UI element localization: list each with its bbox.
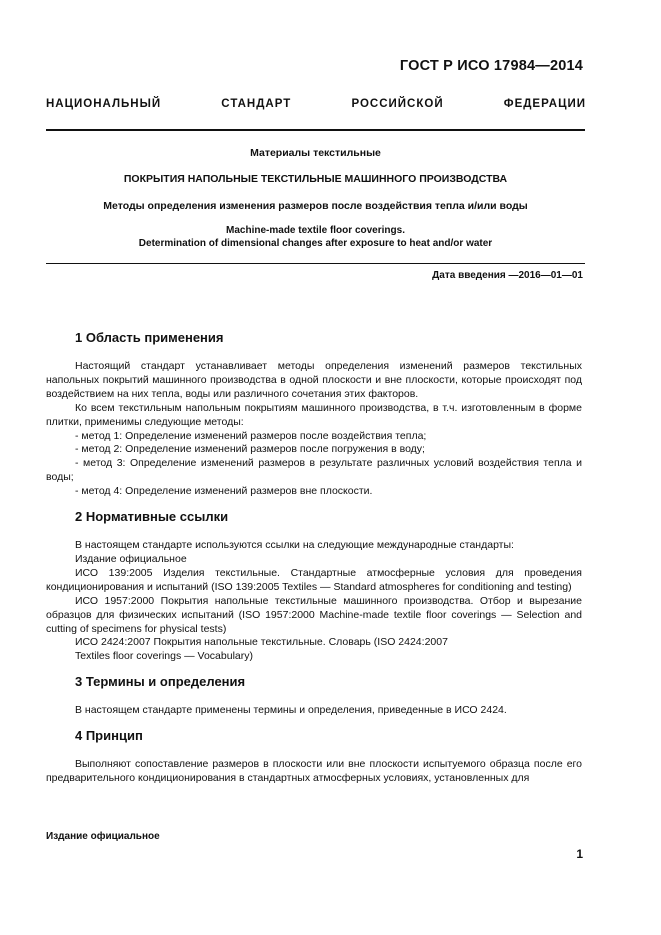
reference-item: ИСО 2424:2007 Покрытия напольные текстильные. Словарь (ISO 2424:2007 <box>75 636 448 649</box>
category-title: Материалы текстильные <box>250 147 381 159</box>
list-item: - метод 3: Определение изменений размеров в результате различных условий воздействия тепла и воды; <box>46 457 582 484</box>
paragraph: Настоящий стандарт устанавливает методы определения изменений размеров текстильных напольных покрытий машинного производства в одной плоскости и вне плоскости, которые происходят под воздействием на них тепла, воды или различного сочетания этих факторов. <box>46 360 582 400</box>
page-number: 1 <box>576 847 583 861</box>
section-heading-principle: 4 Принцип <box>75 728 143 744</box>
paragraph: В настоящем стандарте используются ссылки на следующие международные стандарты: <box>75 539 514 552</box>
list-item: - метод 1: Определение изменений размеров после воздействия тепла; <box>75 429 427 442</box>
english-title-line1: Machine-made textile floor coverings. <box>226 225 405 236</box>
english-title-line2: Determination of dimensional changes after exposure to heat and/or water <box>138 238 493 249</box>
list-item: - метод 2: Определение изменений размеров после погружения в воду; <box>75 443 425 456</box>
reference-item: ИСО 1957:2000 Покрытия напольные текстильные машинного производства. Отбор и вырезание образцов для физических испытаний (ISO 1957:2000 Machine-made textile floor coverings — Selection and cutting of specimens for physical tests) <box>46 594 582 635</box>
national-standard-banner: НАЦИОНАЛЬНЫЙ СТАНДАРТ РОССИЙСКОЙ ФЕДЕРАЦИИ <box>46 98 586 110</box>
title-rule <box>46 263 585 264</box>
list-item: - метод 4: Определение изменений размеров вне плоскости. <box>75 485 373 498</box>
section-heading-scope: 1 Область применения <box>75 330 224 345</box>
subtitle: Методы определения изменения размеров после воздействия тепла и/или воды <box>103 200 528 212</box>
document-body <box>46 330 582 786</box>
header-rule <box>46 129 585 131</box>
section-heading-normative-refs: 2 Нормативные ссылки <box>75 509 229 525</box>
reference-item-continuation: Textiles floor coverings — Vocabulary) <box>75 650 253 663</box>
paragraph: Издание официальное <box>75 552 187 565</box>
main-title: ПОКРЫТИЯ НАПОЛЬНЫЕ ТЕКСТИЛЬНЫЕ МАШИННОГО ПРОИЗВОДСТВА <box>123 173 508 185</box>
document-id: ГОСТ Р ИСО 17984—2014 <box>399 58 583 74</box>
section-heading-terms: 3 Термины и определения <box>75 674 246 690</box>
effective-date: Дата введения —2016—01—01 <box>432 270 583 281</box>
reference-item: ИСО 139:2005 Изделия текстильные. Стандартные атмосферные условия для проведения кондиционирования и испытаний (ISO 139:2005 Textiles — Standard atmospheres for conditioning and testing) <box>46 566 582 593</box>
paragraph: Ко всем текстильным напольным покрытиям машинного производства, в т.ч. изготовленным в форме плитки, применимы следующие методы: <box>46 401 582 428</box>
paragraph: В настоящем стандарте применены термины и определения, приведенные в ИСО 2424. <box>75 704 507 717</box>
paragraph: Выполняют сопоставление размеров в плоскости или вне плоскости испытуемого образца после его предварительного кондиционирования в стандартных атмосферных условиях, установленных для <box>46 758 582 785</box>
footer-edition: Издание официальное <box>46 831 160 842</box>
